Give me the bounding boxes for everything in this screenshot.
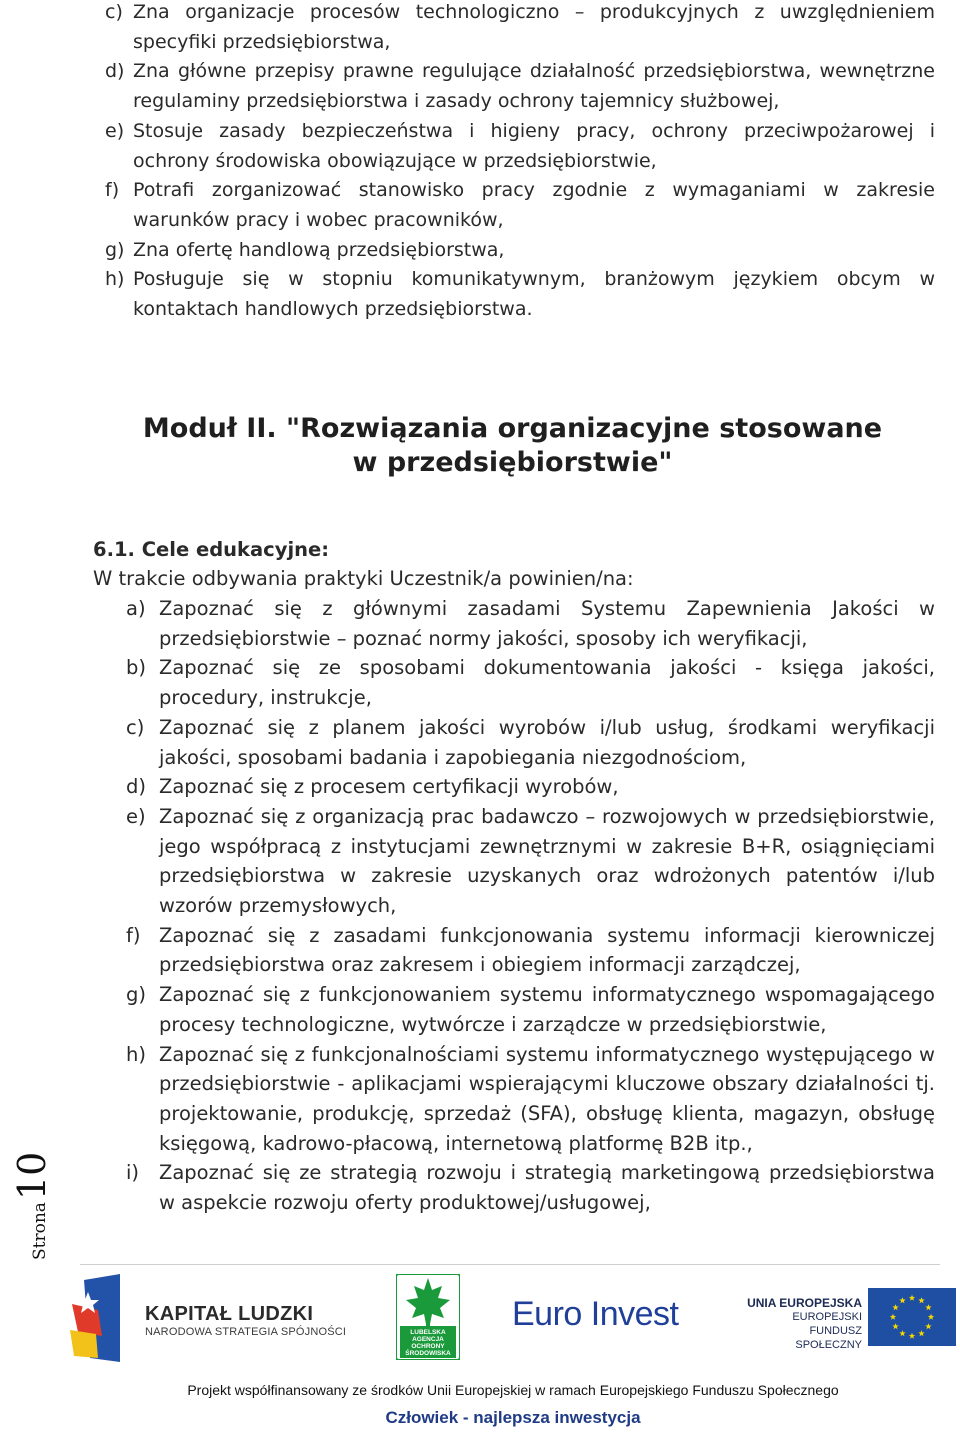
lubelska-line-3: OCHRONY [411, 1343, 445, 1350]
list-item-text: Zapoznać się z zasadami funkcjonowania systemu informacji kierowniczej przedsiębiorstwa oraz zakresem i obiegiem informacji zarządczej, [159, 923, 935, 977]
list-item-text: Zapoznać się z procesem certyfikacji wyrobów, [159, 775, 619, 799]
list-item-text: Zapoznać się z funkcjonowaniem systemu informatycznego wspomagającego procesy technologiczne, wytwórcze i zarządcze w przedsiębiorstwie, [159, 983, 935, 1036]
section-intro: W trakcie odbywania praktyki Uczestnik/a powinien/na: [93, 567, 634, 590]
list-item [126, 921, 935, 980]
competency-list-top [105, 0, 935, 325]
list-marker: e) [105, 119, 125, 142]
lubelska-line-2: AGENCJA [412, 1336, 444, 1343]
page-number [10, 1152, 54, 1260]
list-item [126, 772, 935, 802]
lubelska-line-4: ŚRODOWISKA [405, 1350, 451, 1357]
kapital-ludzki-subtitle: NARODOWA STRATEGIA SPÓJNOŚCI [145, 1326, 347, 1338]
module-heading-line1: Moduł II. "Rozwiązania organizacyjne stosowane [142, 413, 883, 444]
eu-flag-icon [868, 1288, 956, 1346]
list-item [126, 980, 935, 1039]
list-item [105, 0, 935, 57]
list-item-text: Zapoznać się z głównymi zasadami Systemu Zapewnienia Jakości w przedsiębiorstwie – poznać normy jakości, sposoby ich weryfikacji, [159, 597, 935, 650]
list-item [105, 265, 935, 324]
list-item-text: Stosuje zasady bezpieczeństwa i higieny pracy, ochrony przeciwpożarowej i ochrony środowiska obowiązujące w przedsiębiorstwie, [133, 119, 935, 172]
list-marker: d) [105, 60, 125, 83]
kapital-ludzki-title: KAPITAŁ LUDZKI [145, 1303, 314, 1325]
list-item [105, 176, 935, 235]
list-marker: b) [126, 656, 146, 680]
list-marker: g) [126, 983, 146, 1007]
list-item [105, 236, 935, 266]
list-item-text: Zna główne przepisy prawne regulujące działalność przedsiębiorstwa, wewnętrzne regulaminy przedsiębiorstwa i zasady ochrony tajemnicy służbowej, [133, 60, 935, 113]
funding-note: Projekt współfinansowany ze środków Unii Europejskiej w ramach Europejskiego Funduszu Społecznego [187, 1382, 839, 1398]
list-item [126, 1158, 935, 1217]
list-item [126, 802, 935, 921]
module-heading [90, 412, 935, 480]
kapital-ludzki-logo-icon [68, 1274, 124, 1362]
list-marker: d) [126, 775, 146, 799]
slogan: Człowiek - najlepsza inwestycja [385, 1408, 641, 1427]
list-item [126, 713, 935, 772]
eu-text [742, 1296, 862, 1352]
educational-goals-list [126, 594, 935, 1218]
list-item-text: Zna organizacje procesów technologiczno – produkcyjnych z uwzględnieniem specyfiki przedsiębiorstwa, [133, 1, 935, 53]
list-item-text: Zapoznać się z funkcjonalnościami systemu informatycznego występującego w przedsiębiorstwie - aplikacjami wspierającymi kluczowe obszary działalności tj. projektowanie, produkcję, sprzedaż (SFA), obsługę klienta, magazyn, obsługę księgową, kadrowo-płacową, internetową platformę B2B itp., [159, 1042, 935, 1155]
eu-subtitle-1: EUROPEJSKI [792, 1311, 862, 1323]
page-number-value: 10 [10, 1151, 54, 1201]
list-item-text: Zapoznać się ze sposobami dokumentowania jakości - księga jakości, procedury, instrukcje, [159, 656, 935, 710]
list-item [105, 117, 935, 176]
list-marker: c) [126, 715, 145, 739]
list-marker: f) [105, 179, 120, 202]
list-marker: e) [126, 804, 146, 828]
list-item [105, 57, 935, 116]
list-marker: i) [126, 1161, 140, 1185]
list-item-text: Zapoznać się ze strategią rozwoju i strategią marketingową przedsiębiorstwa w aspekcie rozwoju oferty produktowej/usługowej, [159, 1161, 935, 1215]
section-title: 6.1. Cele edukacyjne: [93, 538, 330, 561]
list-item-text: Zna ofertę handlową przedsiębiorstwa, [133, 238, 505, 261]
list-marker: h) [105, 268, 125, 291]
list-marker: a) [126, 597, 146, 620]
eu-subtitle-2: FUNDUSZ SPOŁECZNY [795, 1325, 862, 1351]
list-item [126, 653, 935, 712]
list-marker: c) [105, 1, 123, 23]
list-item-text: Zapoznać się z planem jakości wyrobów i/lub usług, środkami weryfikacji jakości, sposobami badania i zapobiegania niezgodnościom, [159, 715, 935, 769]
list-item [126, 594, 935, 653]
list-item [126, 1040, 935, 1159]
lubelska-agencja-logo-icon [396, 1274, 460, 1360]
list-marker: g) [105, 238, 125, 261]
list-marker: f) [126, 923, 141, 947]
kapital-ludzki-text [145, 1303, 346, 1339]
list-item-text: Potrafi zorganizować stanowisko pracy zgodnie z wymaganiami w zakresie warunków pracy i wobec pracowników, [133, 179, 935, 231]
lubelska-line-1: LUBELSKA [410, 1329, 446, 1336]
list-item-text: Posługuje się w stopniu komunikatywnym, branżowym językiem obcym w kontaktach handlowych przedsiębiorstwa. [133, 268, 935, 321]
page-label: Strona [30, 1202, 50, 1260]
footer-divider [80, 1264, 940, 1265]
list-item-text: Zapoznać się z organizacją prac badawczo – rozwojowych w przedsiębiorstwie, jego współpracą z instytucjami zewnętrznymi w zakresie B+R, osiągnięciami przedsiębiorstwa w zakresie uzyskanych oraz wdrożonych patentów i/lub wzorów przemysłowych, [159, 804, 935, 918]
eu-title: UNIA EUROPEJSKA [747, 1296, 862, 1310]
euro-invest-logo: Euro Invest [512, 1295, 679, 1333]
module-heading-line2: w przedsiębiorstwie" [352, 447, 673, 478]
list-marker: h) [126, 1042, 146, 1066]
